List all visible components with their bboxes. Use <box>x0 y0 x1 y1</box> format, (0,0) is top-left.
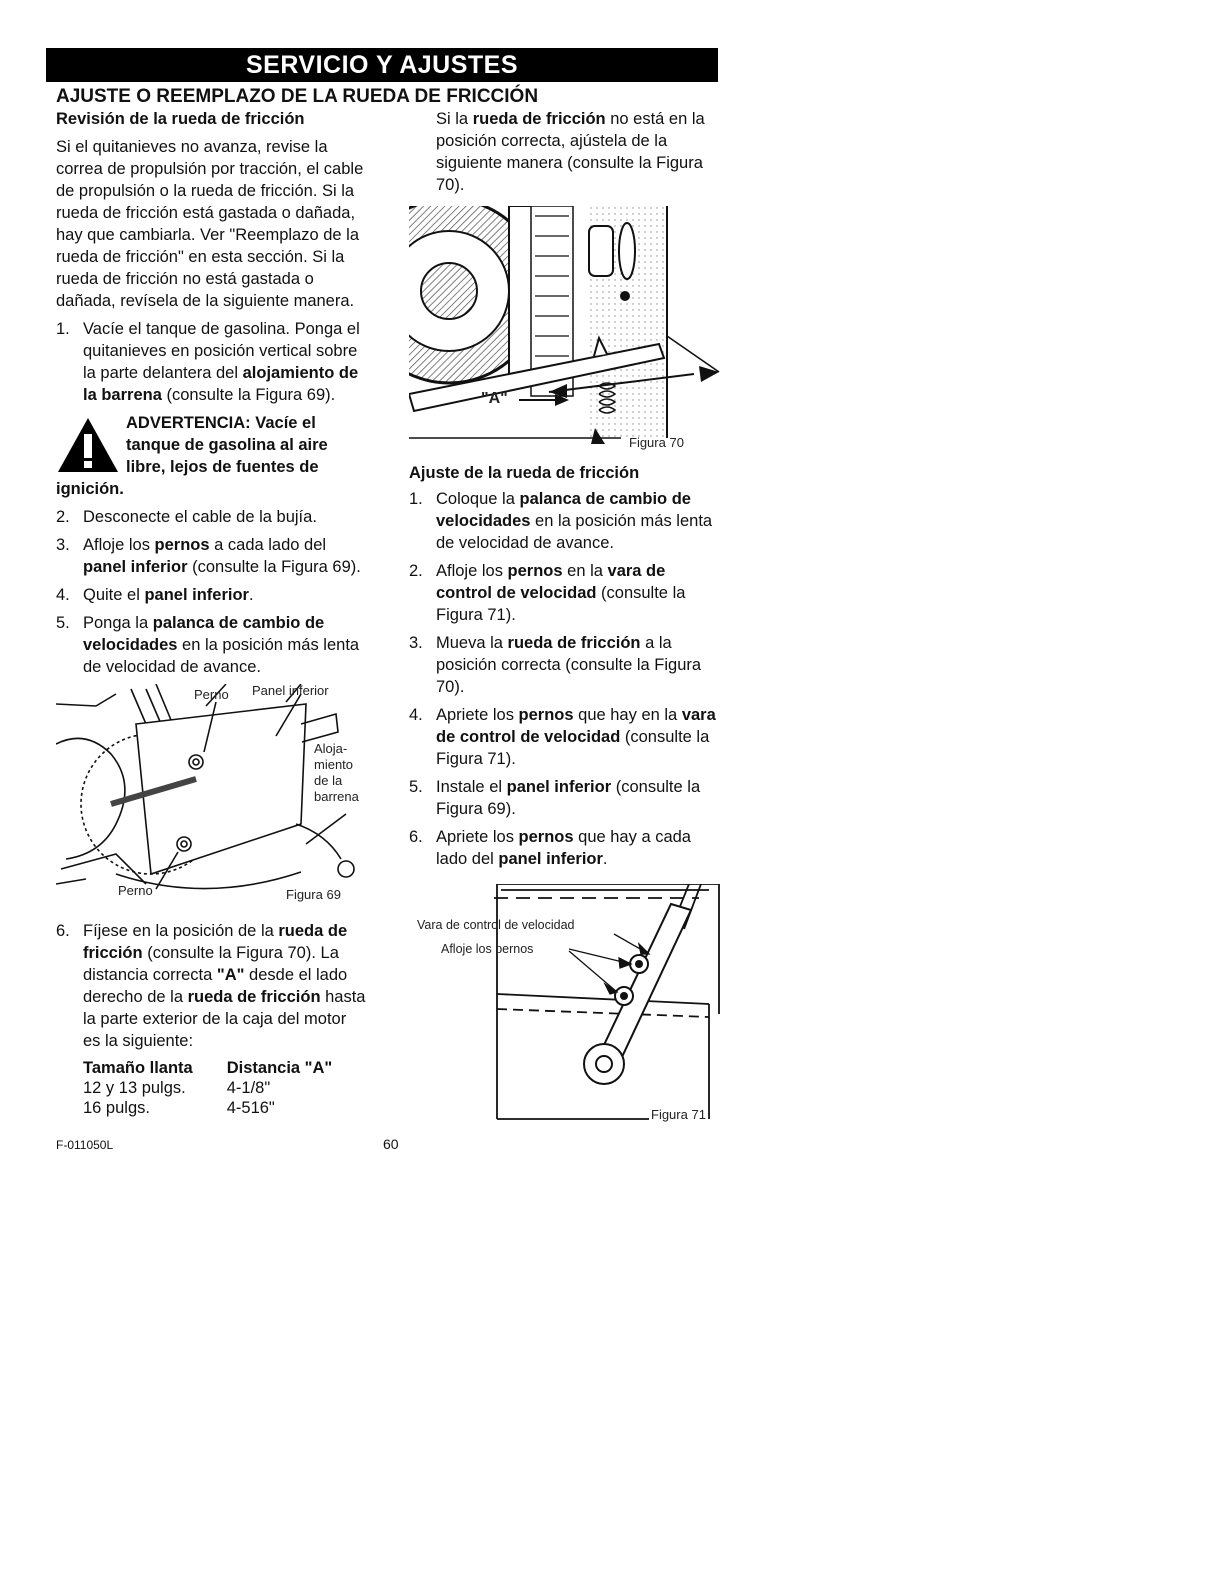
warning-triangle-icon <box>56 416 120 474</box>
table-cell: 4-1/8" <box>226 1079 271 1097</box>
step-text: que hay a cada lado del <box>436 828 691 868</box>
figure-69-label-alojamiento-1: Aloja- <box>314 741 348 756</box>
left-column <box>56 108 368 1118</box>
figure-69-label-panel: Panel inferior <box>252 683 329 698</box>
figure-69-label-alojamiento-4: barrena <box>314 789 359 804</box>
step-number: 4. <box>409 706 423 724</box>
warning-text-tail: ignición. <box>56 480 124 498</box>
page-number: 60 <box>383 1136 399 1152</box>
step-term: rueda de fricción <box>187 988 321 1006</box>
intro-text: no está en la posición correcta, ajústela de la siguiente manera (consulte la Figura 70). <box>436 110 705 194</box>
step-text: Apriete los <box>436 706 519 724</box>
step-text: Instale el <box>436 778 507 796</box>
step-text: que hay en la <box>573 706 682 724</box>
step-number: 5. <box>56 614 70 632</box>
table-cell: 4-516" <box>226 1099 275 1117</box>
step-text: Desconecte el cable de la bujía. <box>83 508 317 526</box>
intro-paragraph: Si el quitanieves no avanza, revise la correa de propulsión por tracción, el cable de propulsión o la rueda de fricción. Si la rueda de fricción está gastada o dañada, hay que cambiarla. Ver "Reemplazo de la rueda de fricción" en esta sección. Si la rueda de fricción no está gastada o dañada, revísela de la siguiente manera. <box>56 138 364 310</box>
figure-70-caption: Figura 70 <box>629 435 684 450</box>
step-text: desde el lado derecho de la <box>83 966 348 1006</box>
table-cell: 12 y 13 pulgs. <box>83 1079 186 1097</box>
step-term: vara de control de velocidad <box>436 562 666 602</box>
intro-text: Si la <box>436 110 473 128</box>
right-column <box>409 108 721 1129</box>
figure-71-label-vara: Vara de control de velocidad <box>417 918 575 932</box>
left-step-5 <box>56 612 368 678</box>
tire-distance-table <box>83 1058 366 1118</box>
figure-70-drawing <box>409 206 721 458</box>
step-text: (consulte la Figura 69). <box>436 778 701 818</box>
step-term: pernos <box>154 536 210 554</box>
step-text: Vacíe el tanque de gasolina. Ponga el quitanieves en posición vertical sobre la parte delantera del <box>83 320 360 382</box>
step-text: a cada lado del <box>209 536 327 554</box>
right-step-3 <box>409 632 721 698</box>
figure-70 <box>409 206 721 458</box>
step-term: pernos <box>507 562 563 580</box>
step-text: a la posición correcta (consulte la Figura 70). <box>436 634 702 696</box>
figure-70-label-a: "A" <box>481 390 508 407</box>
step-text: en la posición más lenta de velocidad de avance. <box>83 636 360 676</box>
step-term: alojamiento de la barrena <box>83 364 359 404</box>
step-text: Mueva la <box>436 634 508 652</box>
step-text: Afloje los <box>83 536 155 554</box>
step-term: panel inferior <box>506 778 612 796</box>
figure-71-caption: Figura 71 <box>651 1107 706 1122</box>
figure-69-label-perno-top: Perno <box>194 687 229 702</box>
table-header-row <box>83 1058 366 1078</box>
left-step-2 <box>56 506 368 528</box>
step-text: Fíjese en la posición de la <box>83 922 279 940</box>
page-title: AJUSTE O REEMPLAZO DE LA RUEDA DE FRICCIÓN <box>56 86 539 107</box>
figure-69 <box>56 684 371 914</box>
step-number: 4. <box>56 586 70 604</box>
step-text: . <box>602 850 608 868</box>
step-term: vara de control de velocidad <box>436 706 716 746</box>
section-banner: SERVICIO Y AJUSTES <box>46 48 718 82</box>
step-number: 5. <box>409 778 423 796</box>
step-number: 2. <box>56 508 70 526</box>
warning-text: ADVERTENCIA: Vacíe el tanque de gasolina al aire libre, lejos de fuentes de <box>126 414 328 476</box>
left-step-4 <box>56 584 368 606</box>
table-cell: 16 pulgs. <box>83 1099 150 1117</box>
step-text: Ponga la <box>83 614 153 632</box>
figure-69-label-alojamiento-3: de la <box>314 773 343 788</box>
step-text: en la posición más lenta de velocidad de avance. <box>436 512 713 552</box>
step-text: (consulte la Figura 71). <box>436 728 710 768</box>
step-number: 6. <box>56 922 70 940</box>
intro-term: rueda de fricción <box>472 110 606 128</box>
warning-block <box>56 412 368 500</box>
step-number: 3. <box>56 536 70 554</box>
step-text: (consulte la Figura 70). La distancia correcta <box>83 944 339 984</box>
step-number: 2. <box>409 562 423 580</box>
step-term: rueda de fricción <box>83 922 348 962</box>
right-subheading: Ajuste de la rueda de fricción <box>409 464 640 482</box>
figure-71 <box>409 884 721 1129</box>
step-term: rueda de fricción <box>507 634 641 652</box>
figure-69-caption: Figura 69 <box>286 887 341 902</box>
table-row <box>83 1078 366 1098</box>
right-step-6 <box>409 826 721 870</box>
step-text: (consulte la Figura 69). <box>187 558 361 576</box>
figure-71-label-afloje: Afloje los pernos <box>441 942 534 956</box>
table-header: Distancia "A" <box>226 1059 333 1077</box>
step-number: 6. <box>409 828 423 846</box>
step-term: pernos <box>518 706 574 724</box>
step-term: panel inferior <box>498 850 603 868</box>
right-step-4 <box>409 704 721 770</box>
step-term: palanca de cambio de velocidades <box>436 490 691 530</box>
step-text: Coloque la <box>436 490 520 508</box>
step-term: panel inferior <box>83 558 188 576</box>
left-step-3 <box>56 534 368 578</box>
step-text: en la <box>562 562 608 580</box>
right-step-2 <box>409 560 721 626</box>
step-text: . <box>248 586 254 604</box>
document-code: F-011050L <box>56 1138 114 1152</box>
step-term: panel inferior <box>144 586 249 604</box>
table-row <box>83 1098 366 1118</box>
right-step-1 <box>409 488 721 554</box>
figure-69-label-alojamiento-2: miento <box>314 757 354 772</box>
step-term: palanca de cambio de velocidades <box>83 614 325 654</box>
step-text: Quite el <box>83 586 145 604</box>
table-header: Tamaño llanta <box>83 1059 193 1077</box>
step-number: 3. <box>409 634 423 652</box>
step-text: hasta la parte exterior de la caja del motor es la siguiente: <box>83 988 366 1050</box>
step-text: Apriete los <box>436 828 519 846</box>
step-term: "A" <box>216 966 245 984</box>
left-subheading: Revisión de la rueda de fricción <box>56 110 305 128</box>
step-term: pernos <box>518 828 574 846</box>
left-step-1 <box>56 318 368 406</box>
right-intro <box>409 108 721 196</box>
step-text: (consulte la Figura 71). <box>436 584 686 624</box>
step-text: (consulte la Figura 69). <box>161 386 336 404</box>
step-number: 1. <box>56 320 70 338</box>
left-step-6 <box>56 920 368 1052</box>
right-step-5 <box>409 776 721 820</box>
figure-69-label-perno-bottom: Perno <box>118 883 153 898</box>
step-text: Afloje los <box>436 562 508 580</box>
step-number: 1. <box>409 490 423 508</box>
